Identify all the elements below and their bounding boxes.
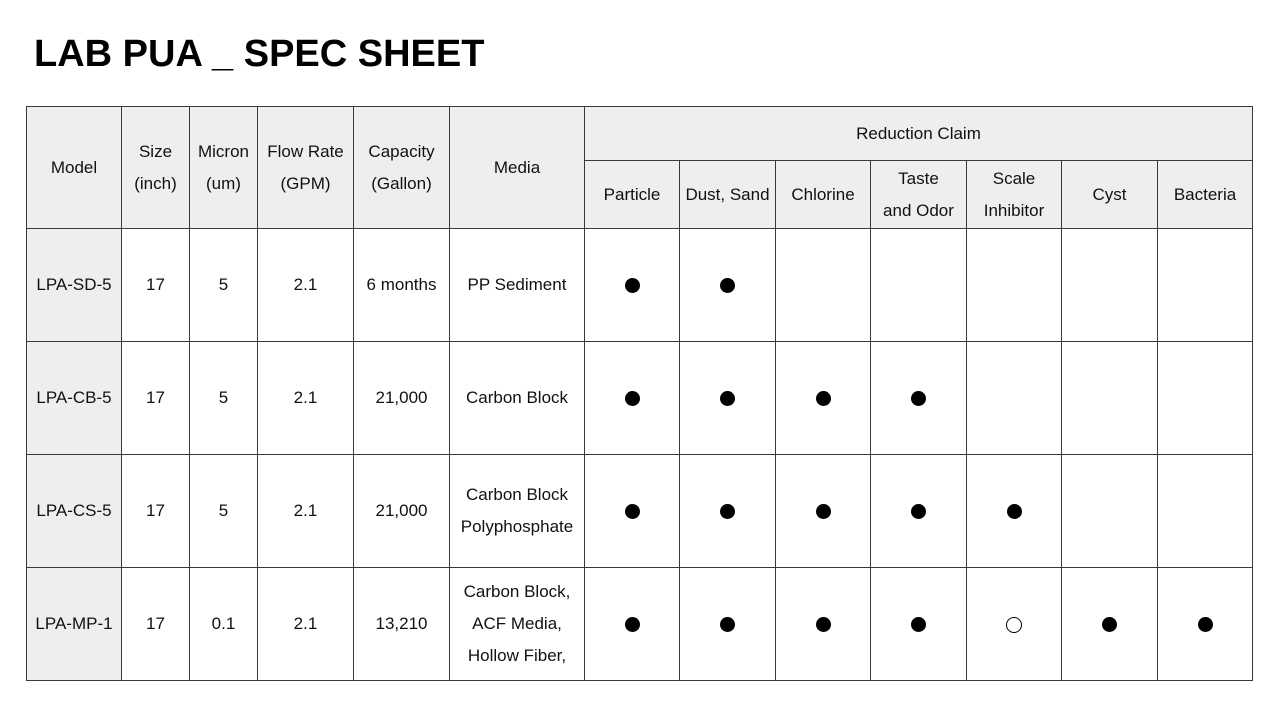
cell-micron: 0.1 — [190, 568, 258, 681]
cell-model: LPA-CB-5 — [27, 342, 122, 455]
filled-circle-icon — [720, 504, 735, 519]
cell-claim — [585, 229, 680, 342]
cell-claim — [1158, 229, 1253, 342]
cell-claim — [680, 229, 776, 342]
cell-micron: 5 — [190, 342, 258, 455]
header-media: Media — [450, 107, 585, 229]
cell-size: 17 — [122, 568, 190, 681]
filled-circle-icon — [720, 617, 735, 632]
cell-media: Carbon Block, ACF Media, Hollow Fiber, — [450, 568, 585, 681]
header-claim-taste-odor: Taste and Odor — [871, 161, 967, 229]
cell-size: 17 — [122, 342, 190, 455]
cell-micron: 5 — [190, 229, 258, 342]
cell-micron: 5 — [190, 455, 258, 568]
table-row — [27, 229, 1253, 342]
cell-flow-rate: 2.1 — [258, 455, 354, 568]
cell-model: LPA-CS-5 — [27, 455, 122, 568]
cell-claim — [1158, 455, 1253, 568]
table-row — [27, 568, 1253, 681]
cell-claim — [871, 455, 967, 568]
filled-circle-icon — [625, 278, 640, 293]
cell-claim — [585, 342, 680, 455]
cell-claim — [776, 455, 871, 568]
cell-claim — [1062, 342, 1158, 455]
table-row — [27, 342, 1253, 455]
spec-table — [26, 106, 1253, 681]
filled-circle-icon — [816, 391, 831, 406]
cell-size: 17 — [122, 229, 190, 342]
cell-claim — [1062, 229, 1158, 342]
header-claim-scale-inhibitor: Scale Inhibitor — [967, 161, 1062, 229]
cell-claim — [967, 568, 1062, 681]
cell-media: PP Sediment — [450, 229, 585, 342]
header-micron: Micron (um) — [190, 107, 258, 229]
cell-size: 17 — [122, 455, 190, 568]
header-claim-particle: Particle — [585, 161, 680, 229]
cell-capacity: 21,000 — [354, 455, 450, 568]
cell-claim — [871, 342, 967, 455]
cell-claim — [871, 568, 967, 681]
filled-circle-icon — [1198, 617, 1213, 632]
cell-claim — [776, 229, 871, 342]
cell-claim — [680, 455, 776, 568]
filled-circle-icon — [911, 617, 926, 632]
header-claim-bacteria: Bacteria — [1158, 161, 1253, 229]
cell-flow-rate: 2.1 — [258, 342, 354, 455]
header-model: Model — [27, 107, 122, 229]
filled-circle-icon — [816, 617, 831, 632]
header-capacity: Capacity (Gallon) — [354, 107, 450, 229]
cell-claim — [967, 342, 1062, 455]
filled-circle-icon — [625, 617, 640, 632]
cell-claim — [1062, 455, 1158, 568]
cell-claim — [871, 229, 967, 342]
filled-circle-icon — [625, 391, 640, 406]
filled-circle-icon — [1102, 617, 1117, 632]
header-flow-rate: Flow Rate (GPM) — [258, 107, 354, 229]
filled-circle-icon — [816, 504, 831, 519]
filled-circle-icon — [1007, 504, 1022, 519]
cell-media: Carbon Block — [450, 342, 585, 455]
cell-claim — [967, 455, 1062, 568]
filled-circle-icon — [720, 278, 735, 293]
cell-claim — [776, 568, 871, 681]
cell-capacity: 6 months — [354, 229, 450, 342]
cell-flow-rate: 2.1 — [258, 229, 354, 342]
cell-claim — [680, 568, 776, 681]
cell-claim — [1158, 568, 1253, 681]
cell-claim — [1158, 342, 1253, 455]
filled-circle-icon — [625, 504, 640, 519]
cell-claim — [1062, 568, 1158, 681]
filled-circle-icon — [720, 391, 735, 406]
header-size: Size (inch) — [122, 107, 190, 229]
header-claim-cyst: Cyst — [1062, 161, 1158, 229]
cell-claim — [776, 342, 871, 455]
header-claim-dust-sand: Dust, Sand — [680, 161, 776, 229]
cell-model: LPA-MP-1 — [27, 568, 122, 681]
cell-model: LPA-SD-5 — [27, 229, 122, 342]
cell-capacity: 21,000 — [354, 342, 450, 455]
cell-media: Carbon Block Polyphosphate — [450, 455, 585, 568]
filled-circle-icon — [911, 391, 926, 406]
page-title: LAB PUA _ SPEC SHEET — [34, 33, 485, 75]
header-claim-chlorine: Chlorine — [776, 161, 871, 229]
filled-circle-icon — [911, 504, 926, 519]
cell-flow-rate: 2.1 — [258, 568, 354, 681]
open-circle-icon — [1006, 617, 1022, 633]
cell-claim — [585, 568, 680, 681]
cell-claim — [967, 229, 1062, 342]
cell-claim — [585, 455, 680, 568]
table-row — [27, 455, 1253, 568]
cell-capacity: 13,210 — [354, 568, 450, 681]
cell-claim — [680, 342, 776, 455]
header-reduction-claim: Reduction Claim — [585, 107, 1253, 161]
